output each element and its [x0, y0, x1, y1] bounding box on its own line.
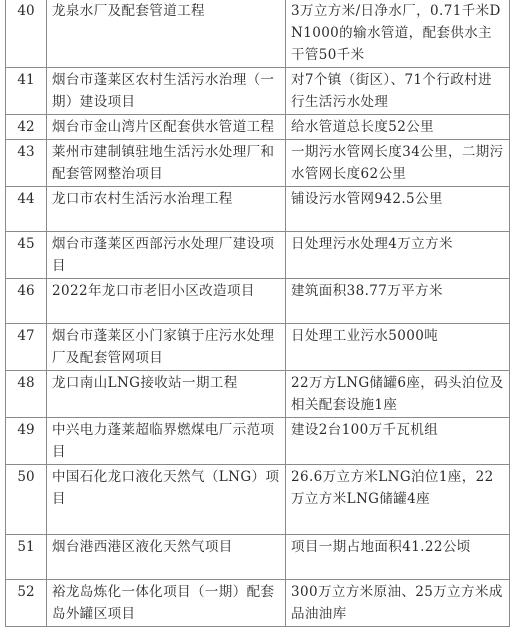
project-scale: 对7个镇（街区）、71个行政村进行生活污水处理: [286, 68, 510, 115]
table-row: [6, 115, 510, 140]
project-name: 烟台市蓬莱区西部污水处理厂建设项目: [47, 232, 286, 279]
table-row: [6, 68, 510, 115]
row-number: 47: [6, 324, 47, 371]
project-table: [5, 0, 510, 627]
table-row: [6, 465, 510, 535]
project-scale: 3万立方米/日净水厂，0.71千米DN1000的输水管道，配套供水主干管50千米: [286, 0, 510, 68]
row-number: 40: [6, 0, 47, 68]
table-row: [6, 324, 510, 371]
table-row: [6, 279, 510, 324]
row-number: 44: [6, 187, 47, 232]
table-row: [6, 580, 510, 627]
project-name: 2022年龙口市老旧小区改造项目: [47, 279, 286, 324]
project-scale: 300万立方米原油、25万立方米成品油油库: [286, 580, 510, 627]
project-name: 龙口南山LNG接收站一期工程: [47, 371, 286, 418]
project-name: 龙口市农村生活污水治理工程: [47, 187, 286, 232]
project-name: 烟台市蓬莱区小门家镇于庄污水处理厂及配套管网项目: [47, 324, 286, 371]
row-number: 46: [6, 279, 47, 324]
project-scale: 一期污水管网长度34公里，二期污水管网长度62公里: [286, 140, 510, 187]
row-number: 51: [6, 535, 47, 580]
row-number: 45: [6, 232, 47, 279]
table-row: [6, 371, 510, 418]
table-row: [6, 0, 510, 68]
project-scale: 建筑面积38.77万平方米: [286, 279, 510, 324]
row-number: 52: [6, 580, 47, 627]
project-scale: 建设2台100万千瓦机组: [286, 418, 510, 465]
project-scale: 26.6万立方米LNG泊位1座，22万立方米LNG储罐4座: [286, 465, 510, 535]
project-name: 莱州市建制镇驻地生活污水处理厂和配套管网整治项目: [47, 140, 286, 187]
row-number: 42: [6, 115, 47, 140]
table-row: [6, 535, 510, 580]
table-row: [6, 187, 510, 232]
project-name: 烟台市金山湾片区配套供水管道工程: [47, 115, 286, 140]
project-scale: 给水管道总长度52公里: [286, 115, 510, 140]
row-number: 49: [6, 418, 47, 465]
project-table-body: [6, 0, 510, 627]
table-row: [6, 418, 510, 465]
table-row: [6, 140, 510, 187]
project-name: 烟台港西港区液化天然气项目: [47, 535, 286, 580]
project-scale: 日处理工业污水5000吨: [286, 324, 510, 371]
project-name: 龙泉水厂及配套管道工程: [47, 0, 286, 68]
row-number: 48: [6, 371, 47, 418]
project-scale: 项目一期占地面积41.22公顷: [286, 535, 510, 580]
project-name: 烟台市蓬莱区农村生活污水治理（一期）建设项目: [47, 68, 286, 115]
row-number: 50: [6, 465, 47, 535]
project-scale: 铺设污水管网942.5公里: [286, 187, 510, 232]
row-number: 41: [6, 68, 47, 115]
project-name: 中国石化龙口液化天然气（LNG）项目: [47, 465, 286, 535]
project-scale: 日处理污水处理4万立方米: [286, 232, 510, 279]
project-name: 中兴电力蓬莱超临界燃煤电厂示范项目: [47, 418, 286, 465]
project-scale: 22万方LNG储罐6座，码头泊位及相关配套设施1座: [286, 371, 510, 418]
table-row: [6, 232, 510, 279]
project-name: 裕龙岛炼化一体化项目（一期）配套岛外罐区项目: [47, 580, 286, 627]
row-number: 43: [6, 140, 47, 187]
